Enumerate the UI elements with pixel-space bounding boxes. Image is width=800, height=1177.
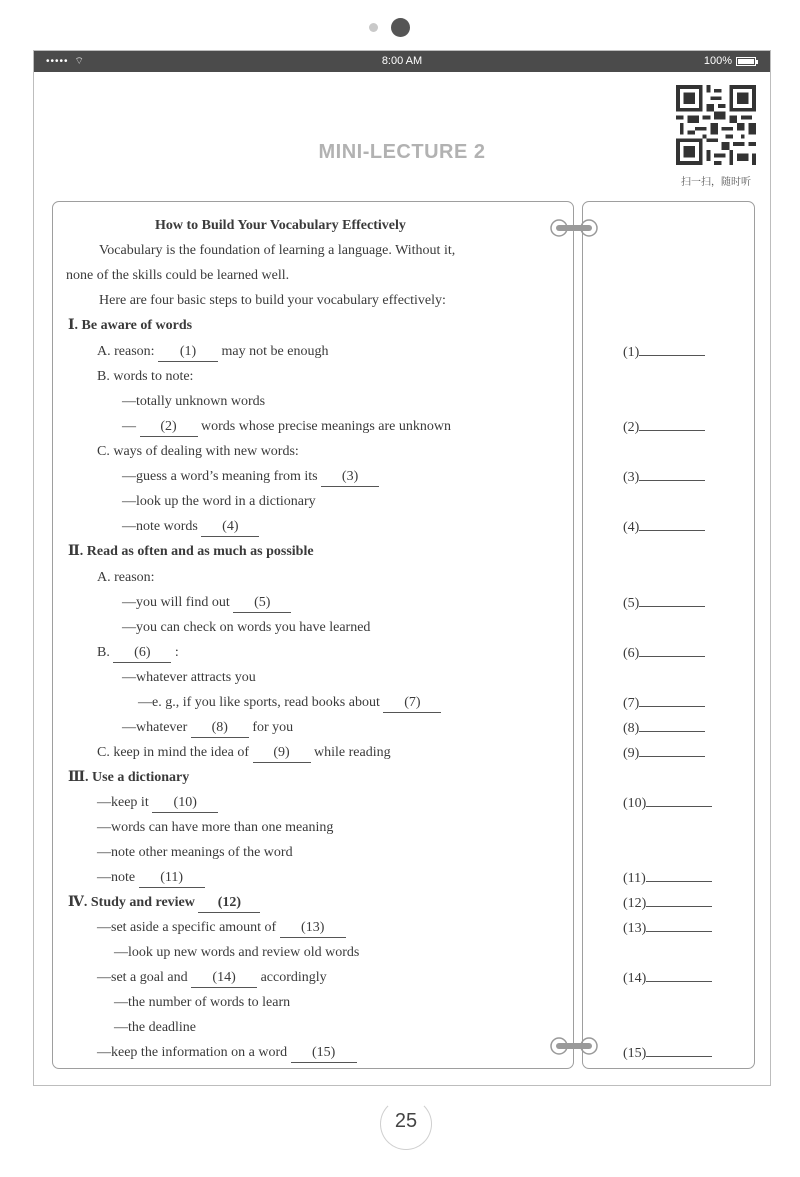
outline-line: —look up new words and review old words <box>114 945 360 960</box>
intro-text: Here are four basic steps to build your vocabulary effectively: <box>99 293 446 308</box>
answer-slot[interactable]: (6) <box>623 644 705 663</box>
outline-line: —e. g., if you like sports, read books about (7) <box>138 694 441 713</box>
qr-caption: 扫一扫，随时听 <box>681 177 751 188</box>
binder-ring-icon <box>548 216 600 240</box>
outline-line: — (2) words whose precise meanings are unknown <box>122 418 451 437</box>
section-heading: Ⅳ. Study and review (12) <box>68 894 260 913</box>
answer-slot[interactable]: (14) <box>623 969 712 988</box>
outline-line: —you can check on words you have learned <box>122 620 371 635</box>
status-bar <box>34 51 770 72</box>
outline-line: —set aside a specific amount of (13) <box>97 919 346 938</box>
blank: (3) <box>321 468 379 487</box>
outline-line: A. reason: (1) may not be enough <box>97 343 328 362</box>
battery-status: 100% <box>704 55 756 67</box>
outline-line: —you will find out (5) <box>122 594 291 613</box>
blank: (5) <box>233 594 291 613</box>
blank: (1) <box>158 343 218 362</box>
answer-slot[interactable]: (1) <box>623 343 705 362</box>
answer-slot[interactable]: (13) <box>623 919 712 938</box>
outline-line: —note (11) <box>97 869 205 888</box>
answer-panel <box>582 201 755 1069</box>
blank: (9) <box>253 744 311 763</box>
intro-text: none of the skills could be learned well. <box>66 268 290 283</box>
outline-line: C. keep in mind the idea of (9) while reading <box>97 744 391 763</box>
outline-line: —whatever (8) for you <box>122 719 293 738</box>
outline-line: —words can have more than one meaning <box>97 820 334 835</box>
blank: (8) <box>191 719 249 738</box>
blank: (11) <box>139 869 205 888</box>
outline-line: —note words (4) <box>122 518 259 537</box>
blank: (10) <box>152 794 218 813</box>
page-title: MINI-LECTURE 2 <box>318 141 486 163</box>
outline-line: A. reason: <box>97 570 155 585</box>
outline-line: B. (6) : <box>97 644 179 663</box>
blank: (14) <box>191 969 257 988</box>
binder-ring-icon <box>548 1034 600 1058</box>
section-heading: Ⅱ. Read as often and as much as possible <box>68 544 314 559</box>
blank: (2) <box>140 418 198 437</box>
outline-line: —look up the word in a dictionary <box>122 494 316 509</box>
answer-slot[interactable]: (8) <box>623 719 705 738</box>
blank: (6) <box>113 644 171 663</box>
signal-indicator: ••••• ⌔ <box>46 56 85 67</box>
blank: (7) <box>383 694 441 713</box>
blank: (12) <box>198 894 260 913</box>
section-heading: Ⅲ. Use a dictionary <box>68 770 190 785</box>
answer-slot[interactable]: (12) <box>623 894 712 913</box>
device-screen <box>33 50 771 1086</box>
blank: (15) <box>291 1044 357 1063</box>
outline-line: —whatever attracts you <box>122 670 256 685</box>
camera-dot-small <box>369 23 378 32</box>
wifi-icon: ⌔ <box>74 56 85 67</box>
outline-line: —totally unknown words <box>122 394 266 409</box>
outline-line: —the deadline <box>114 1020 197 1035</box>
status-time: 8:00 AM <box>381 55 423 67</box>
outline-line: —keep it (10) <box>97 794 218 813</box>
blank: (13) <box>280 919 346 938</box>
answer-slot[interactable]: (9) <box>623 744 705 763</box>
outline-line: B. words to note: <box>97 369 194 384</box>
camera-dot <box>391 18 410 37</box>
qr-code-icon[interactable] <box>676 85 756 165</box>
section-heading: Ⅰ. Be aware of words <box>68 318 193 333</box>
answer-slot[interactable]: (7) <box>623 694 705 713</box>
outline-line: —set a goal and (14) accordingly <box>97 969 327 988</box>
outline-line: —note other meanings of the word <box>97 845 293 860</box>
lecture-title: How to Build Your Vocabulary Effectively <box>155 218 406 233</box>
outline-line: —guess a word’s meaning from its (3) <box>122 468 379 487</box>
outline-line: —the number of words to learn <box>114 995 291 1010</box>
answer-slot[interactable]: (4) <box>623 518 705 537</box>
outline-line: —keep the information on a word (15) <box>97 1044 357 1063</box>
answer-slot[interactable]: (11) <box>623 869 712 888</box>
blank: (4) <box>201 518 259 537</box>
page-number: 25 <box>394 1110 418 1132</box>
answer-slot[interactable]: (2) <box>623 418 705 437</box>
answer-slot[interactable]: (5) <box>623 594 705 613</box>
answer-slot[interactable]: (3) <box>623 468 705 487</box>
intro-text: Vocabulary is the foundation of learning a language. Without it, <box>99 243 456 258</box>
answer-slot[interactable]: (10) <box>623 794 712 813</box>
outline-line: C. ways of dealing with new words: <box>97 444 299 459</box>
battery-icon <box>736 57 756 66</box>
answer-slot[interactable]: (15) <box>623 1044 712 1063</box>
